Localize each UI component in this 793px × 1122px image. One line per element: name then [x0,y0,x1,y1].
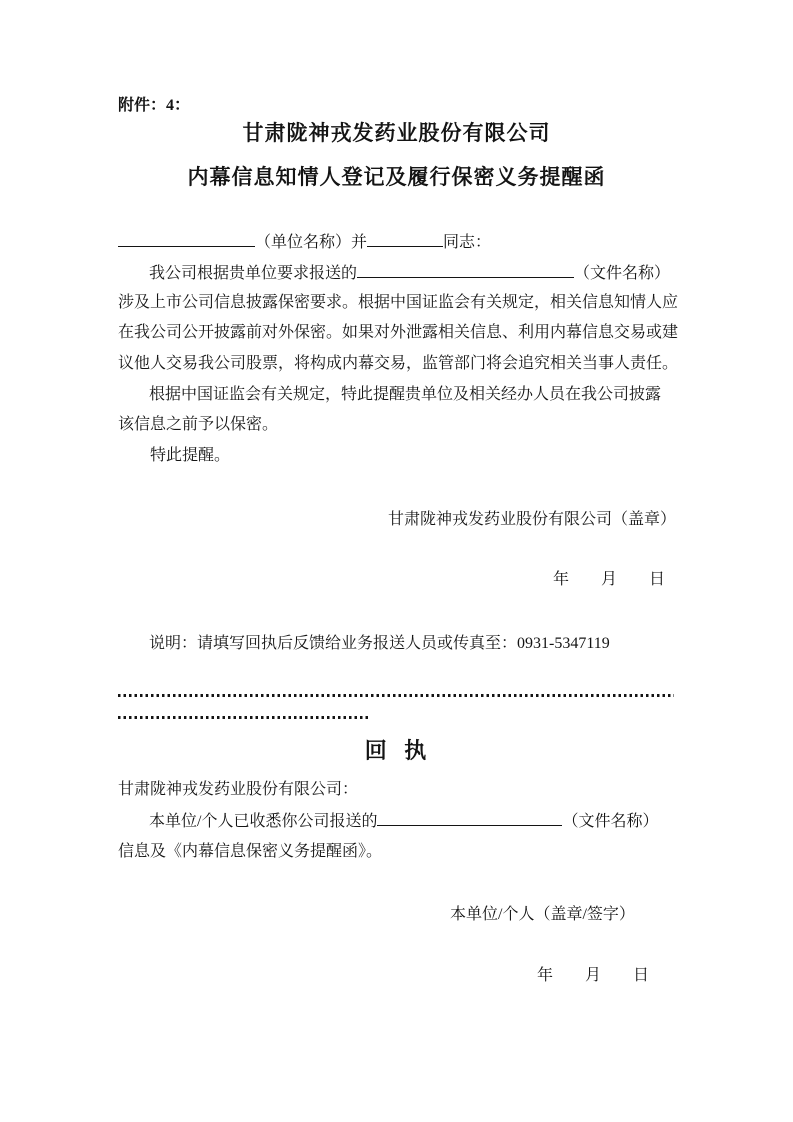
receipt-title: 回 执 [364,738,429,763]
paragraph2-line2: 该信息之前予以保密。 [118,416,279,433]
receipt-l1-prefix: 本单位/个人已收悉你公司报送的 [149,813,378,830]
salutation-comrade-label: 同志： [443,234,492,251]
letter-date-line: 年 月 日 [553,571,666,588]
closing-line: 特此提醒。 [150,447,231,464]
salutation-line [118,231,491,253]
paragraph2-line1: 根据中国证监会有关规定，特此提醒贵单位及相关经办人员在我公司披露 [149,386,662,403]
receipt-line1 [149,810,658,832]
p1l1-prefix: 我公司根据贵单位要求报送的 [149,265,358,282]
receipt-sign-label: 本单位/个人（盖章/签字） [450,906,635,923]
paragraph1-line2: 涉及上市公司信息披露保密要求。根据中国证监会有关规定，相关信息知情人应 [118,294,679,311]
paragraph1-line4: 议他人交易我公司股票，将构成内幕交易，监管部门将会追究相关当事人责任。 [118,355,679,372]
p1l1-suffix: （文件名称） [574,265,671,282]
receipt-l1-suffix: （文件名称） [562,813,659,830]
receipt-document-name-blank [377,810,562,826]
document-title: 内幕信息知情人登记及履行保密义务提醒函 [187,165,606,189]
company-seal-line: 甘肃陇神戎发药业股份有限公司（盖章） [387,511,676,528]
note-line: 说明：请填写回执后反馈给业务报送人员或传真至：0931-5347119 [149,635,610,652]
attachment-label: 附件：4： [118,97,191,114]
document-name-blank [357,262,574,278]
dotted-separator-line1 [118,694,674,697]
paragraph1-line3: 在我公司公开披露前对外保密。如果对外泄露相关信息、利用内幕信息交易或建 [118,324,679,341]
unit-name-blank [118,231,255,247]
company-title: 甘肃陇神戎发药业股份有限公司 [242,121,551,145]
comrade-name-blank [367,231,443,247]
salutation-unit-label: （单位名称）并 [255,234,368,251]
paragraph1-line1 [149,262,670,284]
receipt-addressee: 甘肃陇神戎发药业股份有限公司： [118,781,359,798]
receipt-line2: 信息及《内幕信息保密义务提醒函》。 [118,843,383,860]
receipt-date-line: 年 月 日 [537,967,650,984]
dotted-separator-line2 [118,716,371,719]
